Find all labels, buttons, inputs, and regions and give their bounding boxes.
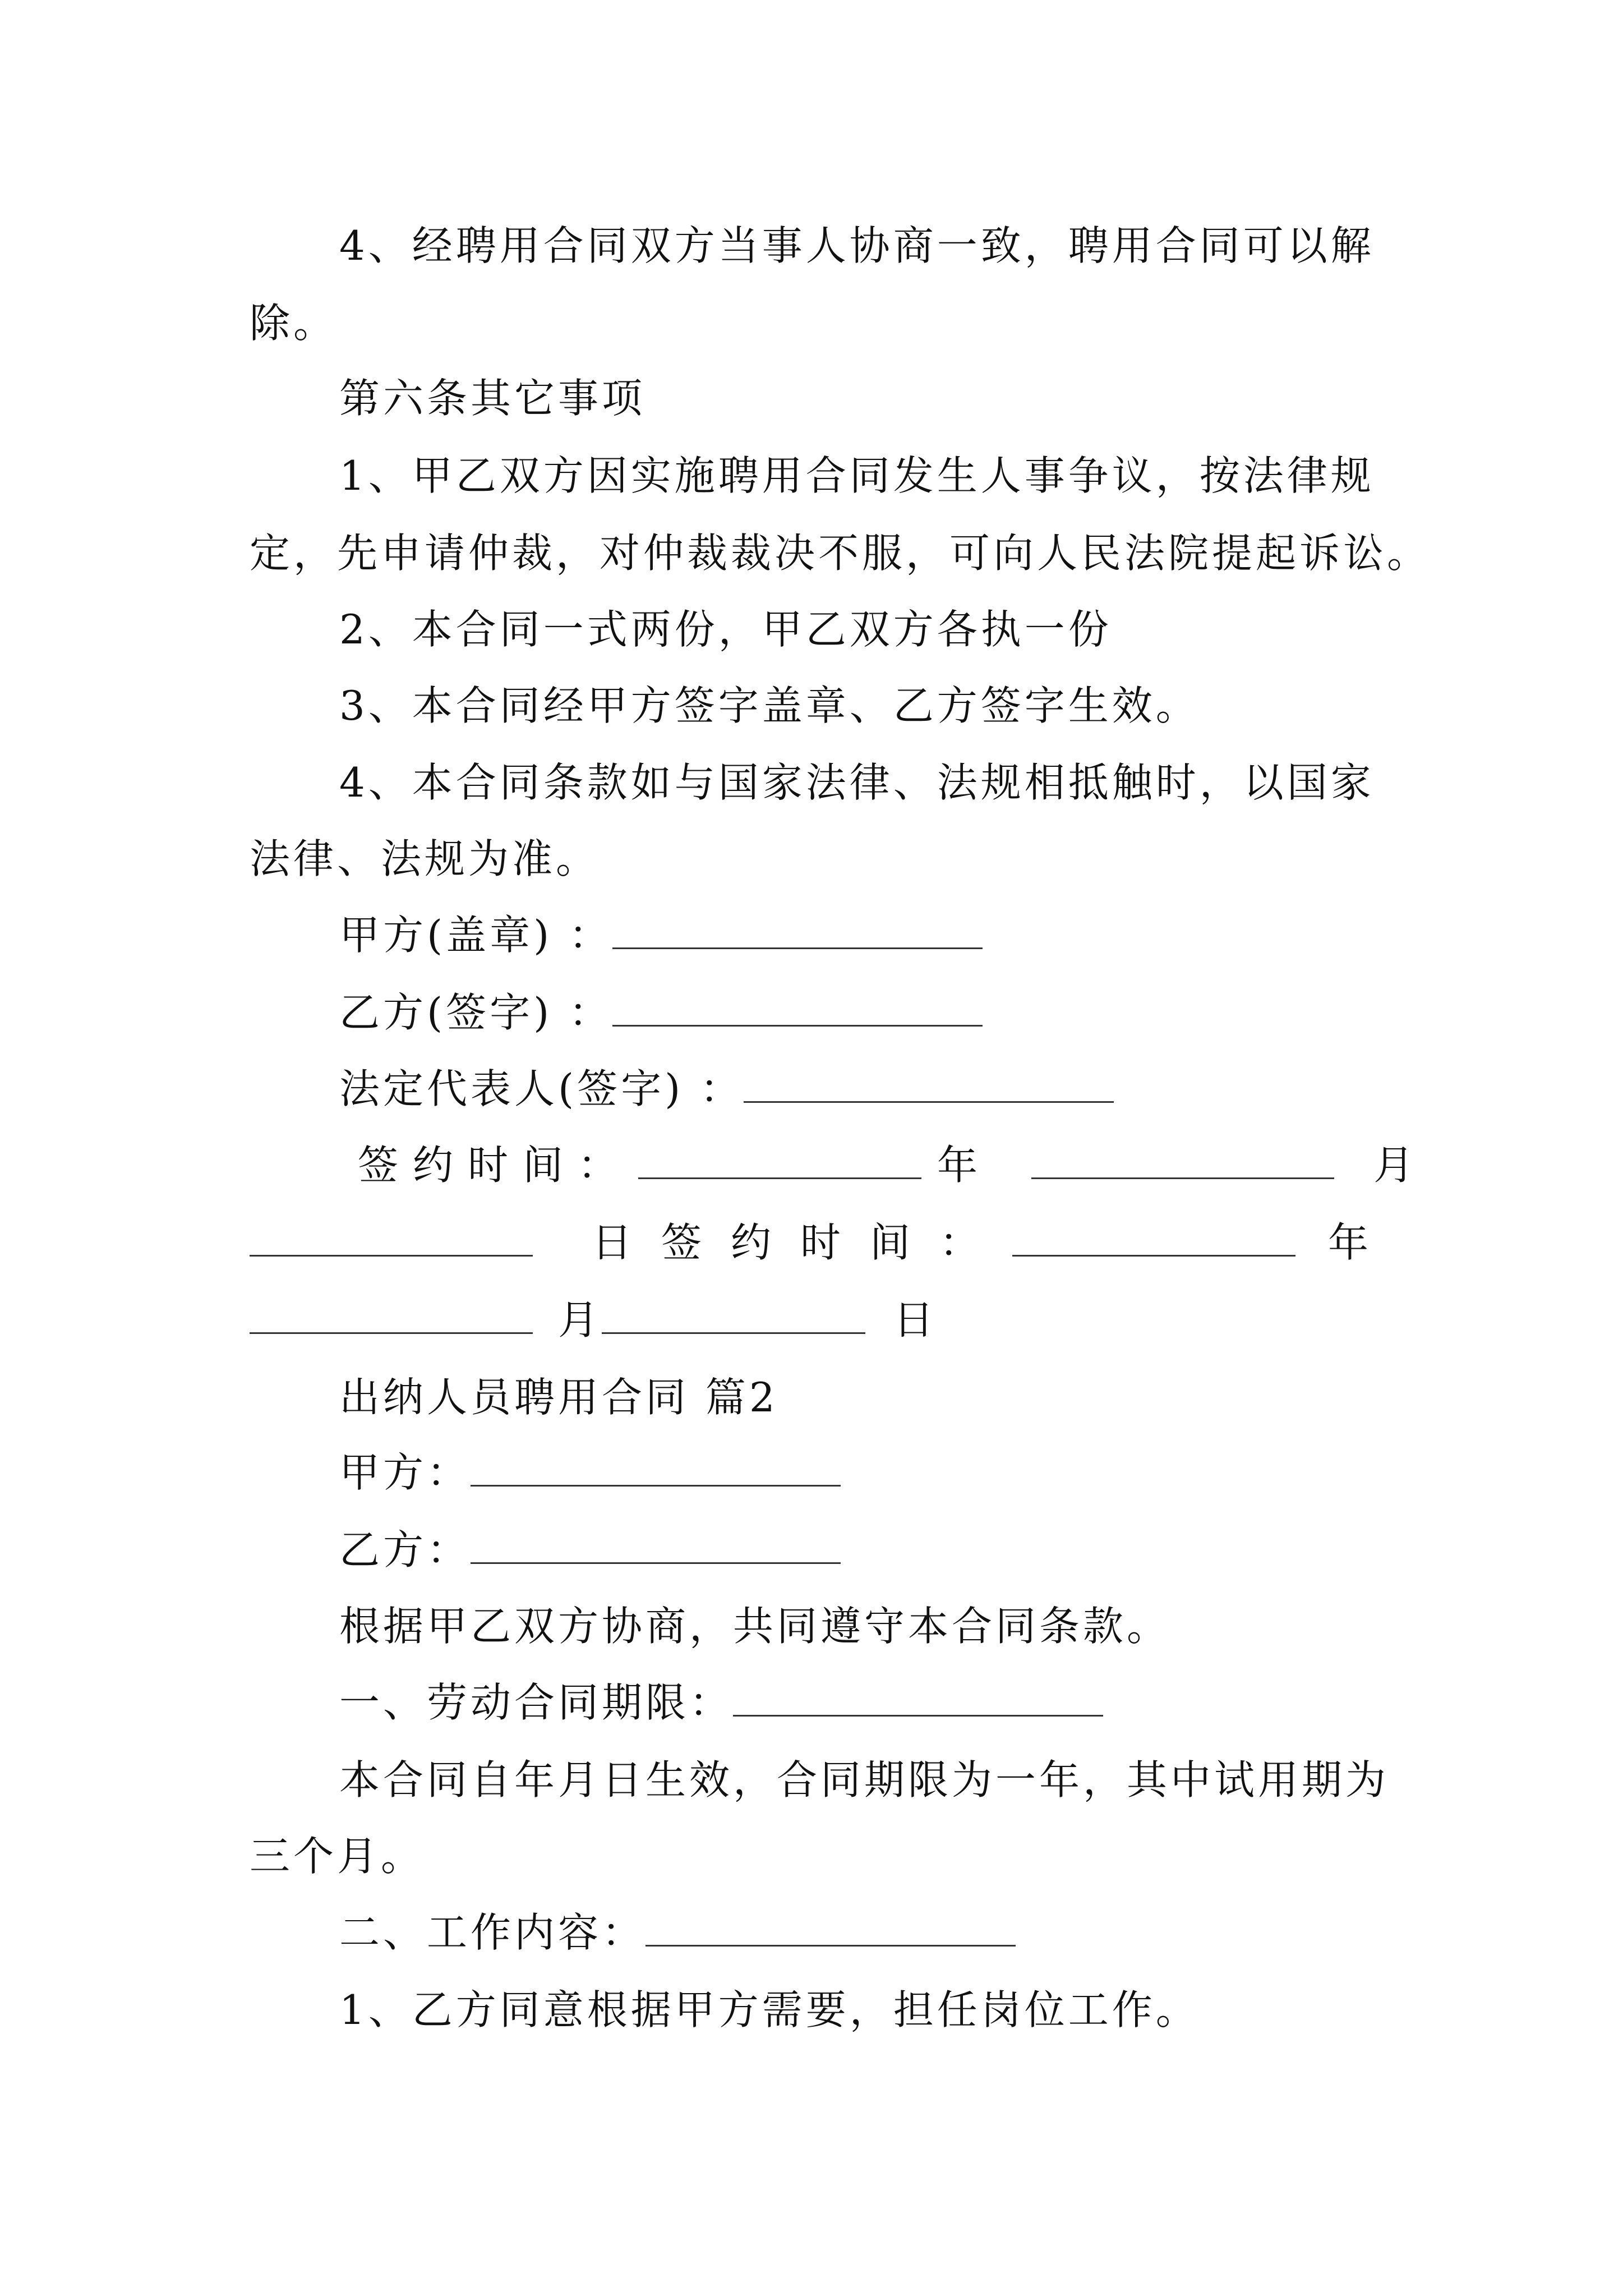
day-blank[interactable] [250,1253,533,1257]
text: 三个月。 [250,1833,425,1880]
legal-rep-sign-blank[interactable] [744,1099,1114,1103]
year-blank-2[interactable] [1012,1253,1295,1257]
legal-rep-sign-label: 法定代表人(签字) ： [339,1065,744,1112]
party-a-seal-blank[interactable] [612,945,983,949]
month-label: 月 [1373,1142,1429,1189]
work-clause-1 [0,1979,1623,2041]
article-6-heading [0,367,1623,429]
clause-6-4-line-2 [0,828,1623,890]
clause-6-2 [0,599,1623,660]
party-b-sign-blank[interactable] [612,1023,983,1027]
sign-date-row-3 [0,1289,1623,1351]
party-a-seal-label: 甲方(盖章) ： [339,912,613,959]
party-a-seal-row [0,904,1623,966]
work-content-row [0,1902,1623,1963]
text: 除。 [250,300,338,347]
text: 4、经聘用合同双方当事人协商一致，聘用合同可以解 [339,222,1375,269]
sign-date-label: 签约时间： [358,1142,633,1189]
party-a-label: 甲方： [339,1449,471,1496]
text: 2、本合同一式两份，甲乙双方各执一份 [339,606,1112,653]
title-text: 出纳人员聘用合同 篇2 [339,1374,778,1421]
section-2-title [0,1366,1623,1428]
work-content-label: 二、工作内容： [339,1909,646,1956]
contract-term-blank[interactable] [733,1713,1103,1717]
clause-5-4-line-1 [0,215,1623,277]
sign-date-row-1 [0,1134,1623,1196]
term-line-2 [0,1825,1623,1887]
text: 定，先申请仲裁，对仲裁裁决不服，可向人民法院提起诉讼。 [250,530,1431,577]
contract-term-row [0,1672,1623,1733]
party-b-sign-label: 乙方(签字) ： [339,989,613,1036]
legal-rep-sign-row [0,1058,1623,1120]
text: 4、本合同条款如与国家法律、法规相抵触时，以国家 [339,759,1375,806]
day-label: 日 [592,1219,662,1266]
contract-term-label: 一、劳动合同期限： [339,1679,734,1726]
month-blank-2[interactable] [250,1330,533,1334]
clause-6-1-line-1 [0,445,1623,507]
day-blank-2[interactable] [602,1330,865,1334]
party-a-blank[interactable] [471,1483,841,1487]
year-label-2: 年 [1328,1219,1398,1266]
clause-6-3 [0,675,1623,737]
month-label-2: 月 [558,1296,602,1343]
year-blank[interactable] [638,1175,921,1179]
month-blank[interactable] [1031,1175,1334,1179]
clause-5-4-line-2 [0,292,1623,354]
party-b-blank[interactable] [471,1560,841,1564]
text: 1、乙方同意根据甲方需要，担任岗位工作。 [339,1986,1200,2033]
text: 法律、法规为准。 [250,835,600,882]
text: 3、本合同经甲方签字盖章、乙方签字生效。 [339,682,1200,729]
party-b-row [0,1519,1623,1581]
intro-paragraph [0,1595,1623,1657]
sign-date-row-2 [0,1212,1623,1273]
work-content-blank[interactable] [645,1943,1016,1947]
term-line-1 [0,1749,1623,1811]
party-a-row [0,1442,1623,1503]
heading-text: 第六条其它事项 [339,375,646,422]
text: 1、甲乙双方因实施聘用合同发生人事争议，按法律规 [339,452,1375,499]
party-b-sign-row [0,982,1623,1043]
text: 根据甲乙双方协商，共同遵守本合同条款。 [339,1603,1171,1650]
party-b-label: 乙方： [339,1526,471,1573]
year-label: 年 [937,1142,993,1189]
day-label-2: 日 [893,1296,938,1343]
sign-date-label-2: 签约时间： [661,1219,1009,1266]
clause-6-4-line-1 [0,752,1623,813]
clause-6-1-line-2 [0,522,1623,584]
text: 本合同自年月日生效，合同期限为一年，其中试用期为 [339,1756,1390,1803]
